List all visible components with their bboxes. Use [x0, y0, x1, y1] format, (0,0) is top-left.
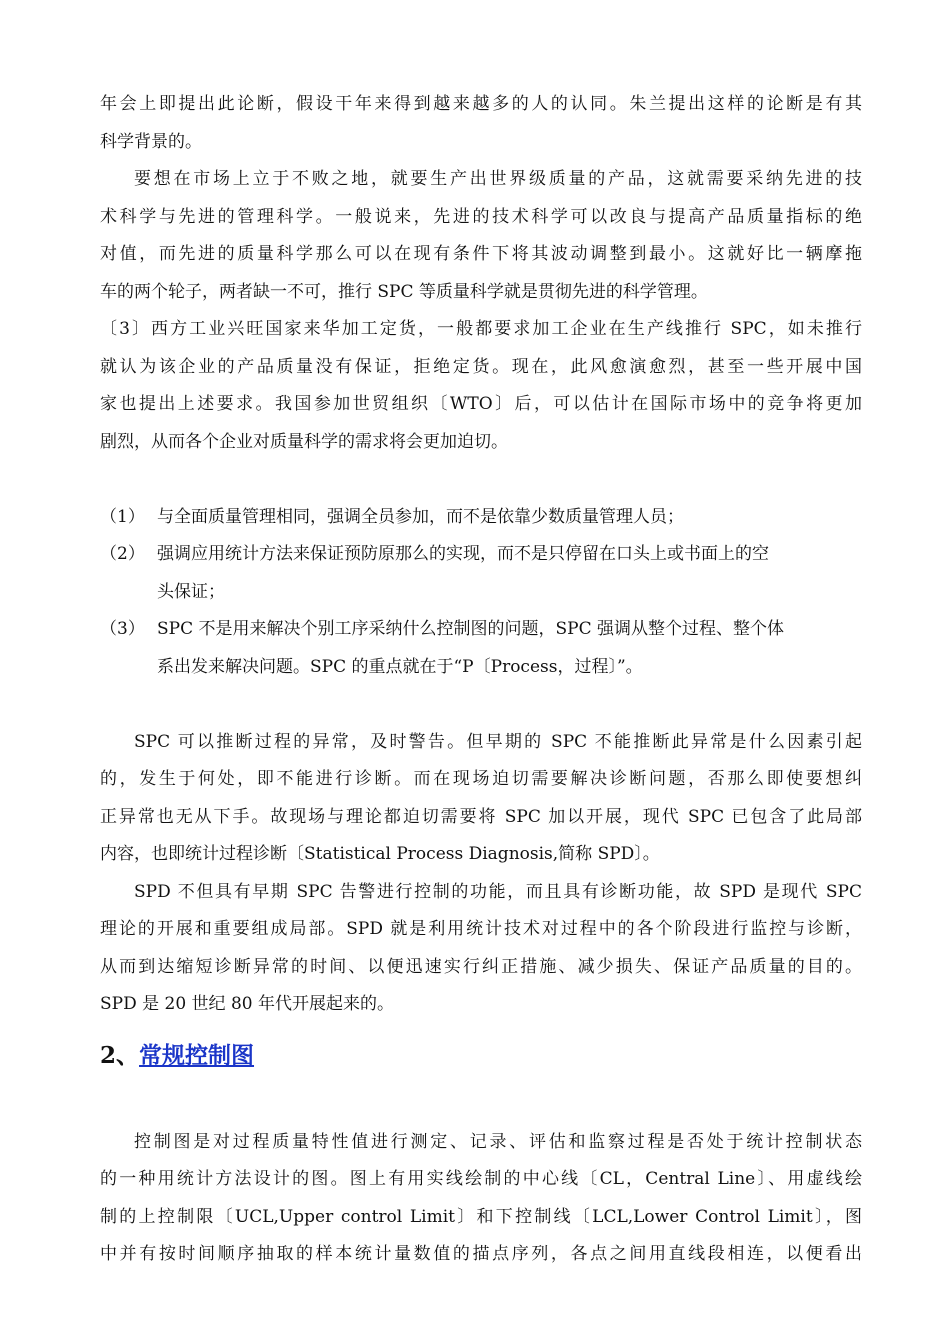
text-line: 理论的开展和重要组成局部。SPD 就是利用统计技术对过程中的各个阶段进行监控与诊断，	[100, 919, 862, 939]
list-item	[100, 499, 862, 537]
numbered-list	[100, 499, 862, 687]
text-line: SPD 不但具有早期 SPC 告警进行控制的功能，而且具有诊断功能，故 SPD 是现代 SPC	[134, 881, 862, 902]
paragraph-2	[100, 161, 862, 311]
text-line: SPC 可以推断过程的异常，及时警告。但早期的 SPC 不能推断此异常是什么因素引起	[134, 731, 862, 752]
text-line: 剧烈，从而各个企业对质量科学的需求将会更加迫切。	[100, 431, 508, 452]
list-item	[100, 611, 862, 686]
text-line: 就认为该企业的产品质量没有保证，拒绝定货。现在，此风愈演愈烈，甚至一些开展中国	[100, 356, 862, 377]
text-line: 家也提出上述要求。我国参加世贸组织〔WTO〕后，可以估计在国际市场中的竞争将更加	[100, 394, 862, 414]
paragraph-6	[100, 1124, 862, 1274]
heading-link[interactable]: 常规控制图	[139, 1041, 255, 1069]
list-marker: （3）	[100, 619, 145, 639]
text-line: 车的两个轮子，两者缺一不可，推行 SPC 等质量科学就是贯彻先进的科学管理。	[100, 281, 708, 302]
text-line: 控制图是对过程质量特性值进行测定、记录、评估和监察过程是否处于统计控制状态	[134, 1131, 862, 1152]
text-line: 正异常也无从下手。故现场与理论都迫切需要将 SPC 加以开展，现代 SPC 已包含了此局部	[100, 806, 862, 827]
list-marker: （1）	[100, 506, 145, 527]
text-line: 〔3〕西方工业兴旺国家来华加工定货，一般都要求加工企业在生产线推行 SPC，如未推行	[100, 319, 862, 339]
paragraph-1	[100, 86, 862, 161]
document-page	[100, 86, 862, 1274]
text-line: 从而到达缩短诊断异常的时间、以便迅速实行纠正措施、减少损失、保证产品质量的目的。	[100, 956, 862, 977]
spacer	[100, 1076, 862, 1124]
list-item-text: 与全面质量管理相同，强调全员参加，而不是依靠少数质量管理人员；	[157, 506, 684, 527]
list-item-text: SPC 不是用来解决个别工序采纳什么控制图的问题，SPC 强调从整个过程、整个体	[157, 619, 784, 639]
section-heading	[100, 1036, 862, 1076]
text-line: 内容，也即统计过程诊断〔Statistical Process Diagnosis,简称 SPD〕。	[100, 844, 660, 864]
spacer	[100, 461, 862, 499]
text-line: 制的上控制限〔UCL,Upper control Limit〕和下控制线〔LCL,Lower Control Limit〕，图	[100, 1206, 862, 1227]
paragraph-4	[100, 724, 862, 874]
text-line: 年会上即提出此论断，假设干年来得到越来越多的人的认同。朱兰提出这样的论断是有其	[100, 94, 862, 114]
text-line: 要想在市场上立于不败之地，就要生产出世界级质量的产品，这就需要采纳先进的技	[134, 169, 862, 189]
text-line: 科学背景的。	[100, 131, 202, 152]
text-line: SPD 是 20 世纪 80 年代开展起来的。	[100, 994, 394, 1014]
text-line: 术科学与先进的管理科学。一般说来，先进的技术科学可以改良与提高产品质量指标的绝	[100, 206, 862, 227]
list-marker: （2）	[100, 544, 145, 564]
text-line: 中并有按时间顺序抽取的样本统计量数值的描点序列，各点之间用直线段相连，以便看出	[100, 1244, 862, 1264]
paragraph-5	[100, 874, 862, 1024]
list-item	[100, 536, 862, 611]
paragraph-3	[100, 311, 862, 461]
heading-number: 2、	[100, 1041, 140, 1069]
text-line: 的一种用统计方法设计的图。图上有用实线绘制的中心线〔CL，Central Line〕、用虚线绘	[100, 1169, 862, 1189]
list-item-text: 系出发来解决问题。SPC 的重点就在于“P〔Process，过程〕”。	[157, 656, 643, 677]
list-item-text: 头保证；	[157, 581, 225, 602]
text-line: 的，发生于何处，即不能进行诊断。而在现场迫切需要解决诊断问题，否那么即使要想纠	[100, 769, 862, 789]
spacer	[100, 686, 862, 724]
list-item-text: 强调应用统计方法来保证预防原那么的实现，而不是只停留在口头上或书面上的空	[157, 544, 769, 564]
text-line: 对值，而先进的质量科学那么可以在现有条件下将其波动调整到最小。这就好比一辆摩拖	[100, 244, 862, 264]
